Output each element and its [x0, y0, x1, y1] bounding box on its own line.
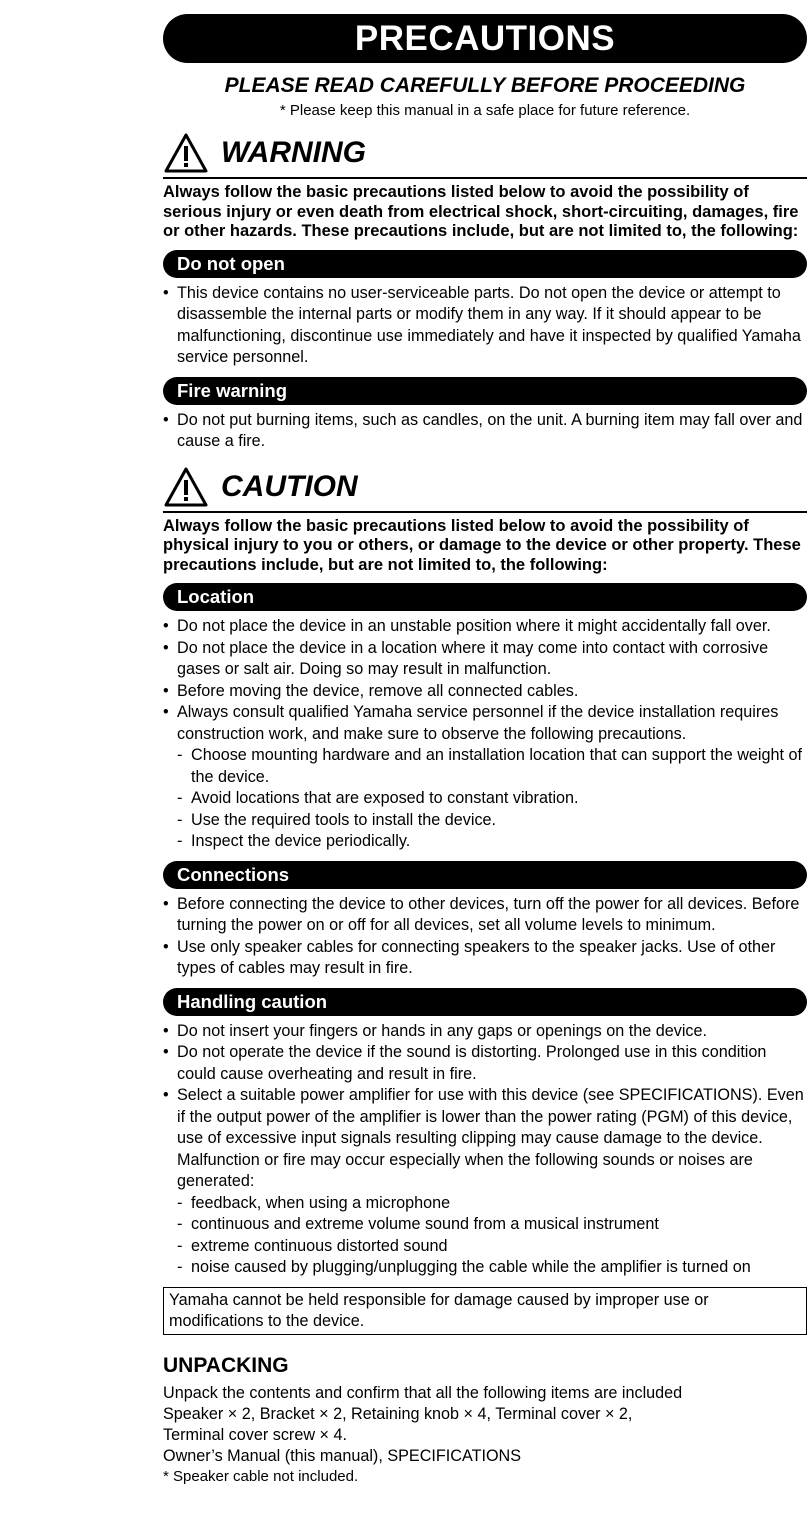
list-item: - Use the required tools to install the device. — [177, 810, 497, 829]
list-item: - Choose mounting hardware and an installation location that can support the weight of the device. — [177, 746, 803, 786]
unpacking-line: Terminal cover screw × 4. — [163, 1425, 347, 1444]
list-item: • Always consult qualified Yamaha service personnel if the device installation requires construction work, and make sure to observe the following precautions. - Choose mounting hardware and an installation location that can support the weight of the device. - Avoid locations that are exposed to constant vibration. - Use the required tools to install the device. - Inspect the device periodically. — [163, 702, 807, 853]
warning-triangle-icon — [163, 132, 209, 174]
warning-heading-row — [163, 129, 807, 179]
list-item: - Avoid locations that are exposed to constant vibration. — [177, 789, 579, 807]
section-do-not-open: Do not open — [163, 250, 807, 278]
list-item: - noise caused by plugging/unplugging the cable while the amplifier is turned on — [177, 1258, 751, 1276]
page-title: PRECAUTIONS — [163, 14, 807, 63]
caution-heading-row — [163, 463, 807, 513]
list-item: • Use only speaker cables for connecting speakers to the speaker jacks. Use of other types of cables may result in fire. — [163, 937, 776, 977]
handling-list — [163, 1021, 807, 1279]
disclaimer-box: Yamaha cannot be held responsible for damage caused by improper use or modifications to the device. — [163, 1287, 807, 1335]
caution-heading: CAUTION — [221, 469, 358, 503]
list-item: - extreme continuous distorted sound — [177, 1236, 448, 1255]
list-item: • Do not place the device in a location where it may come into contact with corrosive gases or salt air. Doing so may result in malfunction. — [163, 638, 769, 678]
list-item: • This device contains no user-serviceable parts. Do not open the device or attempt to disassemble the internal parts or modify them in any way. If it should appear to be malfunctioning, discontinue use immediately and have it inspected by qualified Yamaha service personnel. — [163, 283, 801, 366]
unpacking-footnote: * Speaker cable not included. — [163, 1467, 359, 1485]
keep-manual-note: * Please keep this manual in a safe place for future reference. — [279, 102, 691, 119]
location-list — [163, 616, 807, 853]
section-connections: Connections — [163, 861, 807, 889]
list-item: • Do not place the device in an unstable position where it might accidentally fall over. — [163, 617, 771, 635]
list-item: • Do not insert your fingers or hands in any gaps or openings on the device. — [163, 1021, 708, 1040]
unpacking-line: Unpack the contents and confirm that all the following items are included — [163, 1383, 683, 1402]
section-location: Location — [163, 583, 807, 611]
page-subtitle: PLEASE READ CAREFULLY BEFORE PROCEEDING — [224, 74, 746, 97]
section-handling-caution: Handling caution — [163, 988, 807, 1016]
list-item: - feedback, when using a microphone — [177, 1193, 451, 1212]
unpacking-heading: UNPACKING — [163, 1353, 289, 1377]
list-item: • Before moving the device, remove all connected cables. — [163, 681, 579, 700]
section-fire-warning: Fire warning — [163, 377, 807, 405]
fire-warning-list — [163, 410, 807, 453]
warning-heading: WARNING — [221, 136, 366, 169]
list-item: • Select a suitable power amplifier for use with this device (see SPECIFICATIONS). Even if the output power of the amplifier is lower than the power rating (PGM) of this device, use of excessive input signals resulting clipping may cause damage to the device. Malfunction or fire may occur especially when the following sounds or noises are generated: - feedback, when using a microphone - continuous and extreme volume sound from a musical instrument - extreme continuous distorted sound - noise caused by plugging/unplugging the cable while the amplifier is turned on — [163, 1085, 807, 1279]
warning-triangle-icon — [163, 466, 209, 508]
list-item: • Do not put burning items, such as candles, on the unit. A burning item may fall over and cause a fire. — [163, 410, 803, 450]
installation-precautions-list — [177, 745, 807, 853]
list-item: • Before connecting the device to other devices, turn off the power for all devices. Before turning the power on or off for all devices, set all volume levels to minimum. — [163, 894, 800, 934]
warning-intro: Always follow the basic precautions listed below to avoid the possibility of serious injury or even death from electrical shock, short-circuiting, damages, fire or other hazards. These precautions include, but are not limited to, the following: — [163, 183, 799, 240]
malfunction-note: Malfunction or fire may occur especially when the following sounds or noises are generated: — [177, 1150, 753, 1190]
caution-intro: Always follow the basic precautions listed below to avoid the possibility of physical injury to you or others, or damage to the device or other property. These precautions include, but are not limited to, the following: — [163, 516, 801, 574]
list-item: - Inspect the device periodically. — [177, 832, 411, 850]
unpacking-line: Owner’s Manual (this manual), SPECIFICATIONS — [163, 1446, 522, 1465]
list-item: - continuous and extreme volume sound from a musical instrument — [177, 1215, 659, 1233]
connections-list — [163, 894, 807, 980]
unpacking-line: Speaker × 2, Bracket × 2, Retaining knob × 4, Terminal cover × 2, — [163, 1404, 633, 1423]
noise-conditions-list — [177, 1193, 807, 1279]
list-item: • Do not operate the device if the sound is distorting. Prolonged use in this condition could cause overheating and result in fire. — [163, 1043, 767, 1083]
precautions-page — [163, 14, 807, 1487]
do-not-open-list — [163, 283, 807, 369]
